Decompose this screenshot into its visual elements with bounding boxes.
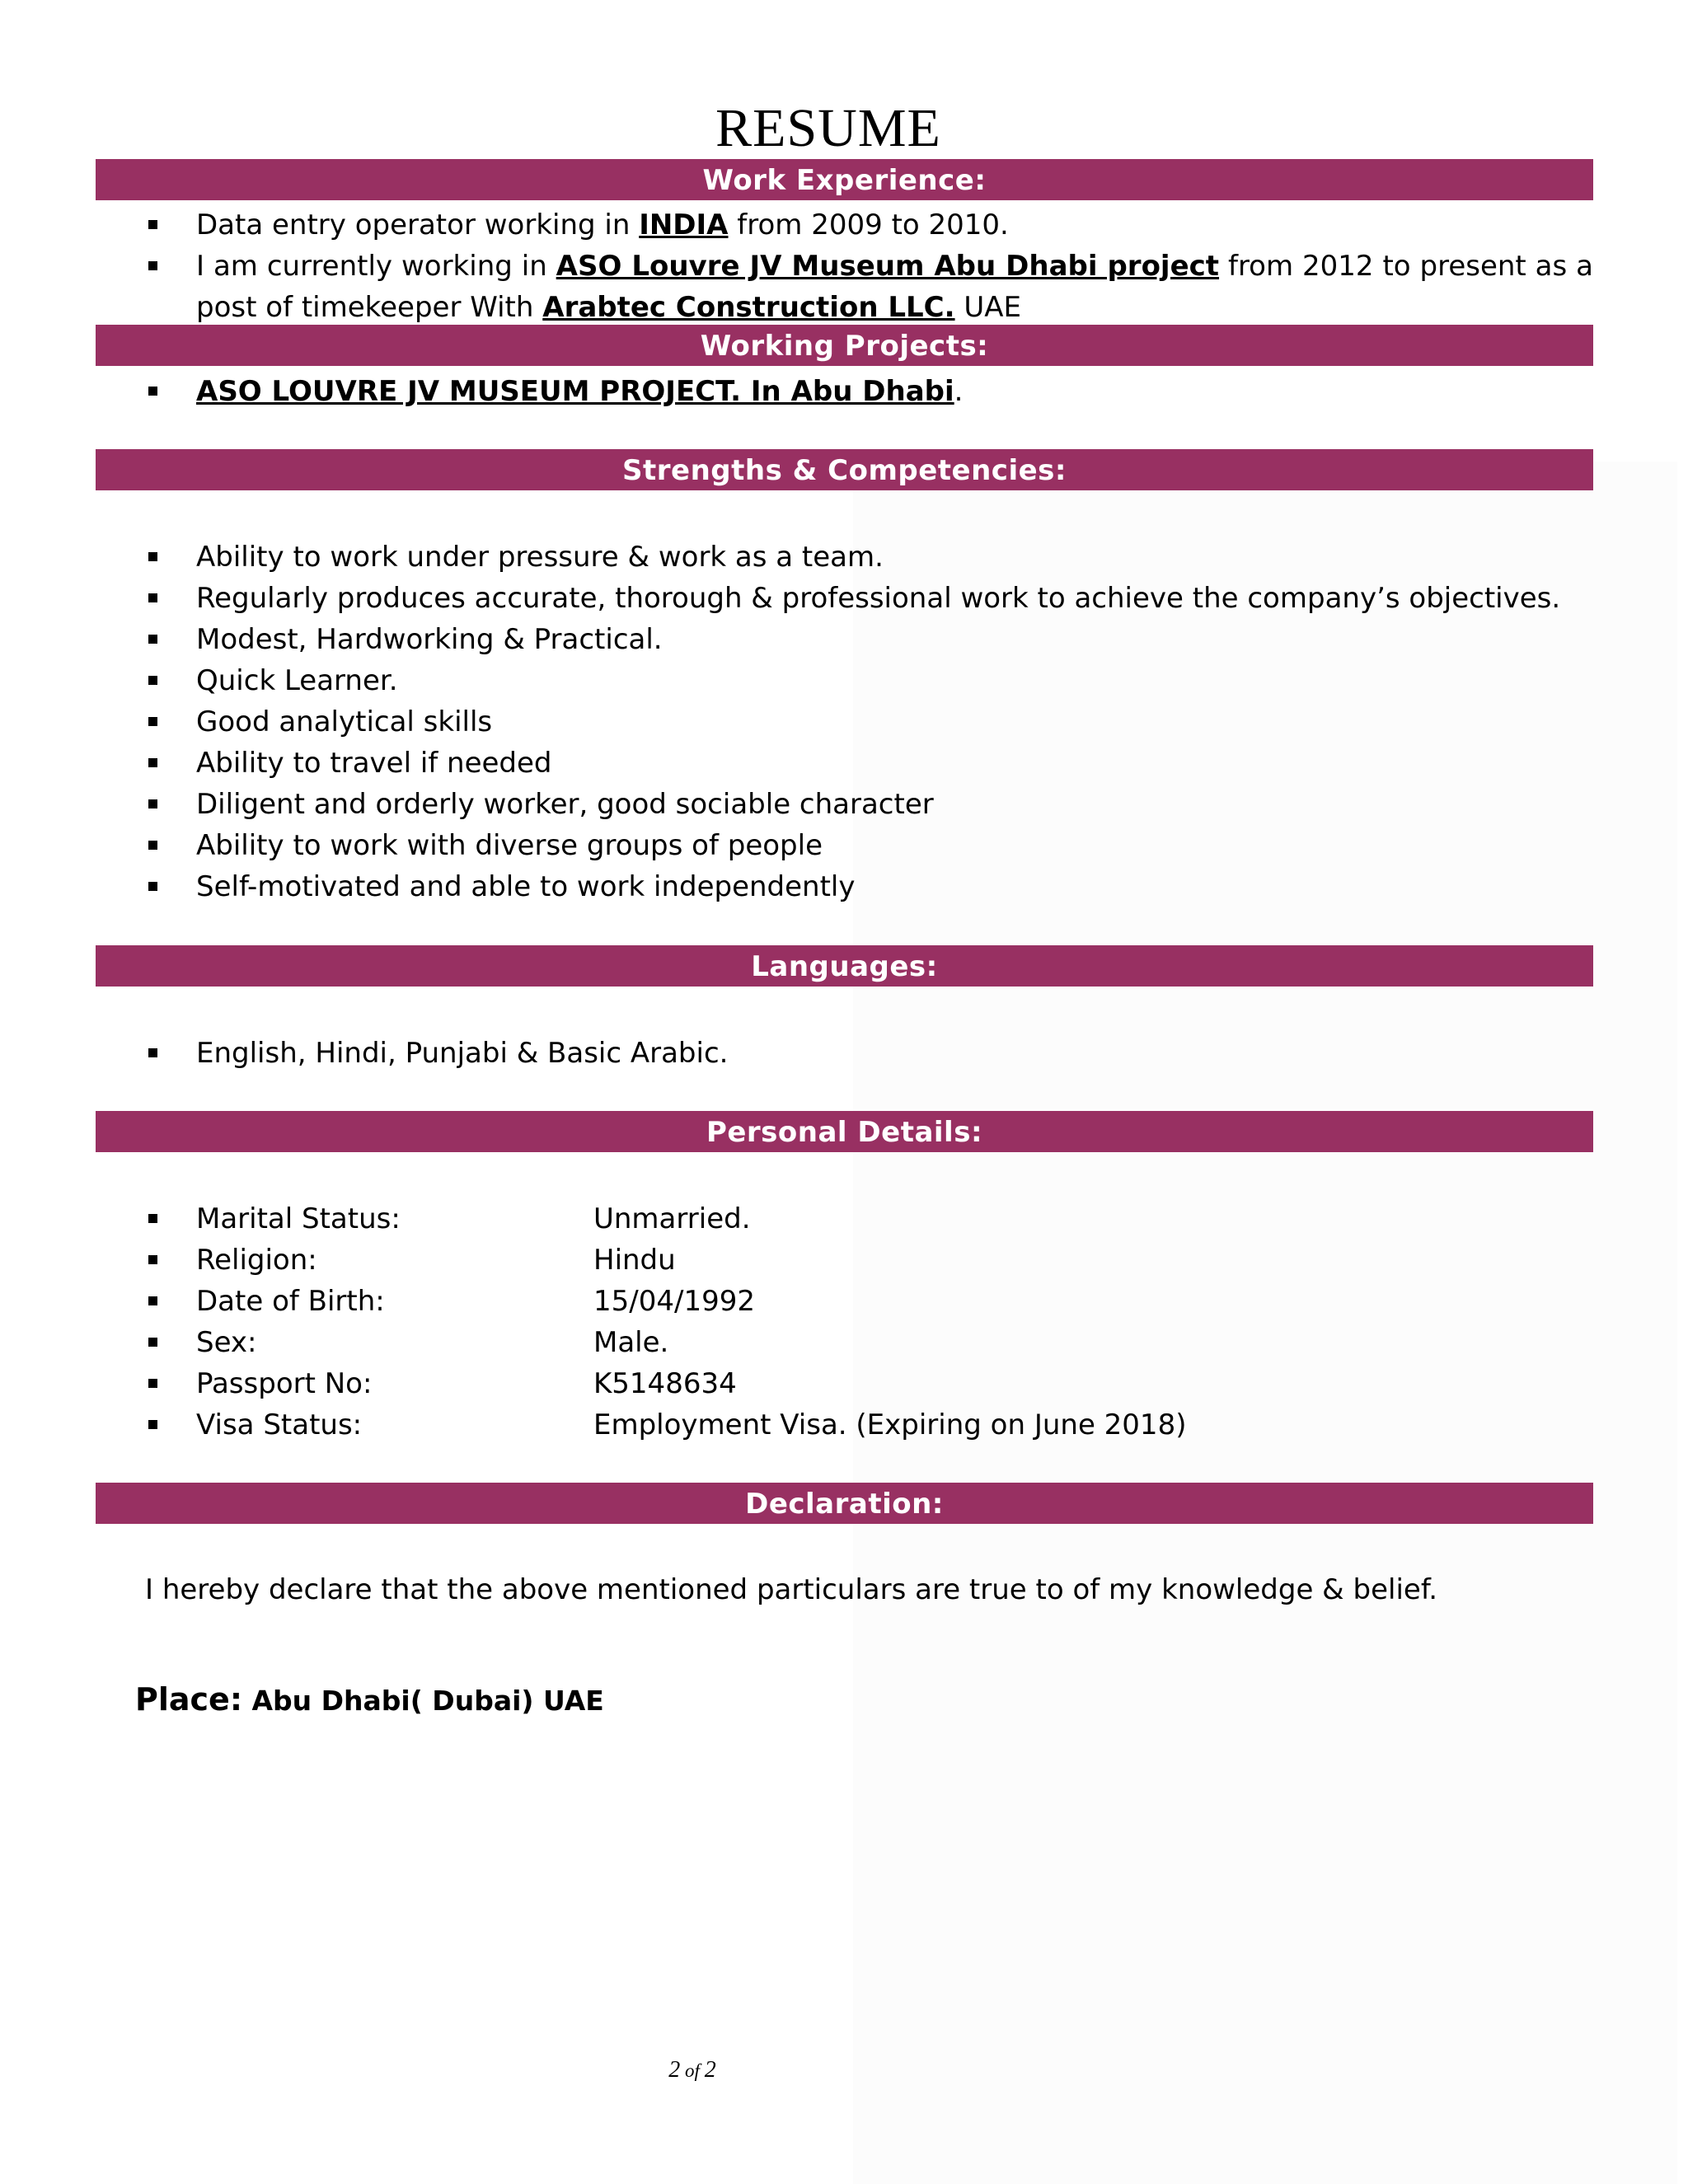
page-number [0, 2057, 1385, 2083]
section-header-personal-details: Personal Details: [96, 1111, 1593, 1152]
strengths-list [96, 537, 1593, 907]
section-header-declaration: Declaration: [96, 1483, 1593, 1524]
list-item: Diligent and orderly worker, good sociable character [96, 784, 1593, 825]
languages-list [96, 1033, 1593, 1074]
detail-value: Male. [593, 1326, 669, 1359]
bullet-square-icon [148, 552, 157, 561]
detail-key: Religion: [196, 1244, 317, 1277]
bullet-square-icon [148, 387, 157, 396]
bullet-square-icon [148, 1048, 157, 1057]
bullet-square-icon [148, 882, 157, 891]
list-item: Good analytical skills [96, 701, 1593, 743]
list-item: Regularly produces accurate, thorough & professional work to achieve the company’s objectives. [96, 578, 1593, 619]
bullet-square-icon [148, 593, 157, 602]
personal-details-list [96, 1198, 1593, 1446]
detail-key: Sex: [196, 1326, 257, 1359]
current-page: 2 [668, 2057, 681, 2083]
list-item: Ability to work with diverse groups of people [96, 825, 1593, 866]
detail-value: 15/04/1992 [593, 1285, 755, 1318]
place-value: Abu Dhabi( Dubai) UAE [242, 1685, 604, 1717]
list-item: English, Hindi, Punjabi & Basic Arabic. [96, 1033, 1593, 1074]
detail-key: Marital Status: [196, 1202, 401, 1235]
detail-row [96, 1363, 1593, 1404]
bullet-square-icon [148, 1379, 157, 1388]
project-emphasis: ASO Louvre JV Museum Abu Dhabi project [556, 250, 1220, 283]
page-of-label: of [680, 2060, 705, 2081]
bullet-square-icon [148, 676, 157, 685]
detail-row [96, 1240, 1593, 1281]
declaration-text: I hereby declare that the above mentioned particulars are true to of my knowledge & belief. [145, 1573, 1438, 1606]
total-pages: 2 [704, 2057, 716, 2083]
bullet-square-icon [148, 758, 157, 767]
document-title: RESUME [715, 98, 941, 158]
place-line [135, 1681, 604, 1718]
list-item: ASO LOUVRE JV MUSEUM PROJECT. In Abu Dhabi. [96, 371, 1593, 412]
list-item: Self-motivated and able to work independently [96, 866, 1593, 907]
detail-key: Visa Status: [196, 1408, 363, 1441]
detail-value: K5148634 [593, 1367, 737, 1400]
detail-row [96, 1198, 1593, 1240]
detail-value: Unmarried. [593, 1202, 751, 1235]
section-header-strengths: Strengths & Competencies: [96, 449, 1593, 490]
list-item: Data entry operator working in INDIA from 2009 to 2010. [96, 204, 1593, 246]
bullet-square-icon [148, 717, 157, 726]
detail-row [96, 1322, 1593, 1363]
bullet-square-icon [148, 1214, 157, 1223]
country-emphasis: INDIA [639, 209, 729, 241]
detail-row [96, 1281, 1593, 1322]
bullet-square-icon [148, 1296, 157, 1305]
list-item: Ability to travel if needed [96, 743, 1593, 784]
list-item: Ability to work under pressure & work as a team. [96, 537, 1593, 578]
bullet-square-icon [148, 799, 157, 808]
bullet-square-icon [148, 635, 157, 644]
list-item: Quick Learner. [96, 660, 1593, 701]
list-item: Modest, Hardworking & Practical. [96, 619, 1593, 660]
detail-row [96, 1404, 1593, 1446]
bullet-square-icon [148, 220, 157, 229]
section-header-work-experience: Work Experience: [96, 159, 1593, 200]
list-item: I am currently working in ASO Louvre JV Museum Abu Dhabi project from 2012 to present as a post of timekeeper With Arabtec Construction LLC. UAE [96, 246, 1593, 328]
section-header-working-projects: Working Projects: [96, 325, 1593, 366]
bullet-square-icon [148, 841, 157, 850]
bullet-square-icon [148, 261, 157, 270]
section-header-languages: Languages: [96, 945, 1593, 987]
project-name: ASO LOUVRE JV MUSEUM PROJECT. In Abu Dhabi [196, 375, 954, 408]
detail-key: Passport No: [196, 1367, 373, 1400]
detail-key: Date of Birth: [196, 1285, 385, 1318]
bullet-square-icon [148, 1338, 157, 1347]
work-experience-list [96, 204, 1593, 328]
bullet-square-icon [148, 1255, 157, 1264]
working-projects-list [96, 371, 1593, 412]
detail-value: Employment Visa. (Expiring on June 2018) [593, 1408, 1187, 1441]
company-emphasis: Arabtec Construction LLC. [542, 291, 955, 324]
place-label: Place: [135, 1681, 243, 1718]
bullet-square-icon [148, 1420, 157, 1429]
detail-value: Hindu [593, 1244, 676, 1277]
